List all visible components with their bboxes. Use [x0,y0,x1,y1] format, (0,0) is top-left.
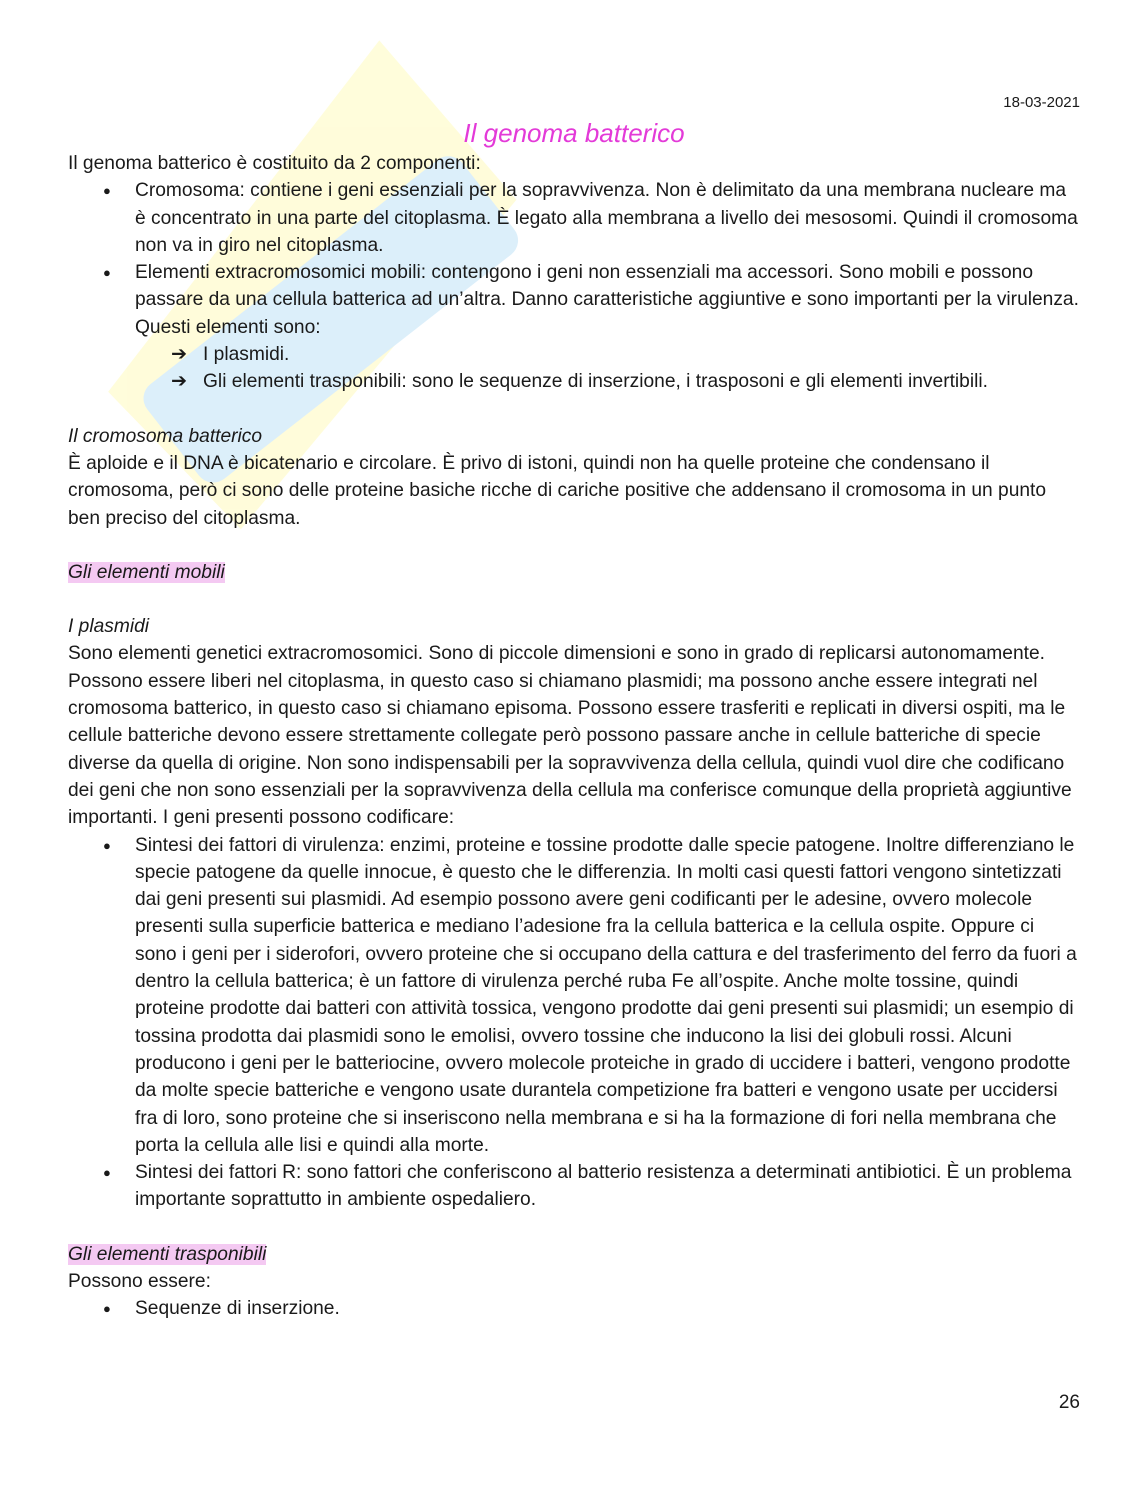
document-date: 18-03-2021 [1003,94,1080,111]
cromosoma-heading: Il cromosoma batterico [68,425,263,447]
plasmidi-heading: I plasmidi [68,616,150,638]
trasponibili-list [68,1295,1080,1322]
components-list [68,177,1080,395]
list-item [135,259,1080,395]
intro-text: Il genoma batterico è costituito da 2 componenti: [68,153,481,174]
list-item: ● Sequenze di inserzione. [135,1295,1080,1322]
page-content [68,92,1080,1323]
arrow-right-icon: ➔ [171,371,188,393]
list-item-text: Elementi extracromosomici mobili: contengono i geni non essenziali ma accessori. Sono mobili e possono passare da una cellula batterica ad un’altra. Danno caratteristiche aggiuntive e sono importanti per la virulenza. Questi elementi sono: [135,262,1079,338]
trasponibili-heading: Gli elementi trasponibili [68,1243,267,1265]
arrow-right-icon: ➔ [171,344,188,366]
sub-list-item-text: I plasmidi. [203,344,290,366]
cromosoma-text: È aploide e il DNA è bicatenario e circolare. È privo di istoni, quindi non ha quelle proteine che condensano il cromosoma, però ci sono delle proteine basiche ricche di cariche positive che addensano il cromosoma in un punto ben preciso del citoplasma. [68,452,1047,529]
page-number: 26 [1058,1392,1080,1413]
plasmidi-text: Sono elementi genetici extracromosomici. Sono di piccole dimensioni e sono in grado di replicarsi autonomamente. Possono essere liberi nel citoplasma, in questo caso si chiamano plasmidi; ma possono anche essere integrati nel cromosoma batterico, in questo caso si chiamano episoma. Possono essere trasferiti e replicati in diversi ospiti, ma le cellule batteriche devono essere strettamente collegate però possono passare anche in cellule batteriche di specie diverse da quella di origine. Non sono indispensabili per la sopravvivenza della cellula, quindi vuol dire che codificano dei geni che non sono essenziali per la sopravvivenza della cellula ma conferisce comunque della proprietà aggiuntive importanti. I geni presenti possono codificare: [68,643,1072,829]
sub-list-item [171,341,1080,368]
list-item: ● Sintesi dei fattori di virulenza: enzimi, proteine e tossine prodotte dalle specie patogene. Inoltre differenziano le specie patogene da quelle innocue, è questo che le differenzia. In molti casi questi fattori vengono sintetizzati dai geni presenti sui plasmidi. Ad esempio possono avere geni codificanti per le adesine, ovvero molecole presenti sulla superficie batterica e mediano l’adesione fra la cellula batterica e la cellula ospite. Oppure ci sono i geni per i siderofori, ovvero proteine che si occupano della cattura e del trasferimento del ferro da fuori a dentro la cellula batterica; è un fattore di virulenza perché ruba Fe all’ospite. Anche molte tossine, quindi proteine prodotte dai batteri con attività tossica, vengono prodotte dai geni presenti sui plasmidi; un esempio di tossina prodotta dai plasmidi sono le emolisi, ovvero tossine che inducono la lisi dei globuli rossi. Alcuni producono i geni per le batteriocine, ovvero molecole proteiche in grado di uccidere i batteri, vengono prodotte da molte specie batteriche e vengono usate durantela competizione fra batteri e vengono usate per uccidersi fra di loro, sono proteine che si inseriscono nella membrana e si ha la formazione di fori nella membrana che porta la cellula alle lisi e quindi alla morte. [135,832,1080,1160]
page-title: Il genoma batterico [463,118,685,148]
sub-list-item-text: Gli elementi trasponibili: sono le sequenze di inserzione, i trasposoni e gli elementi invertibili. [203,371,988,393]
plasmidi-list [68,832,1080,1214]
list-item: ● Cromosoma: contiene i geni essenziali per la sopravvivenza. Non è delimitato da una membrana nucleare ma è concentrato in una parte del citoplasma. È legato alla membrana a livello dei mesosomi. Quindi il cromosoma non va in giro nel citoplasma. [135,177,1080,259]
sub-list [135,341,1080,396]
trasponibili-intro: Possono essere: [68,1270,211,1292]
mobili-heading: Gli elementi mobili [68,561,225,583]
sub-list-item [171,368,1080,395]
list-item: ● Sintesi dei fattori R: sono fattori che conferiscono al batterio resistenza a determinati antibiotici. È un problema importante soprattutto in ambiente ospedaliero. [135,1159,1080,1214]
